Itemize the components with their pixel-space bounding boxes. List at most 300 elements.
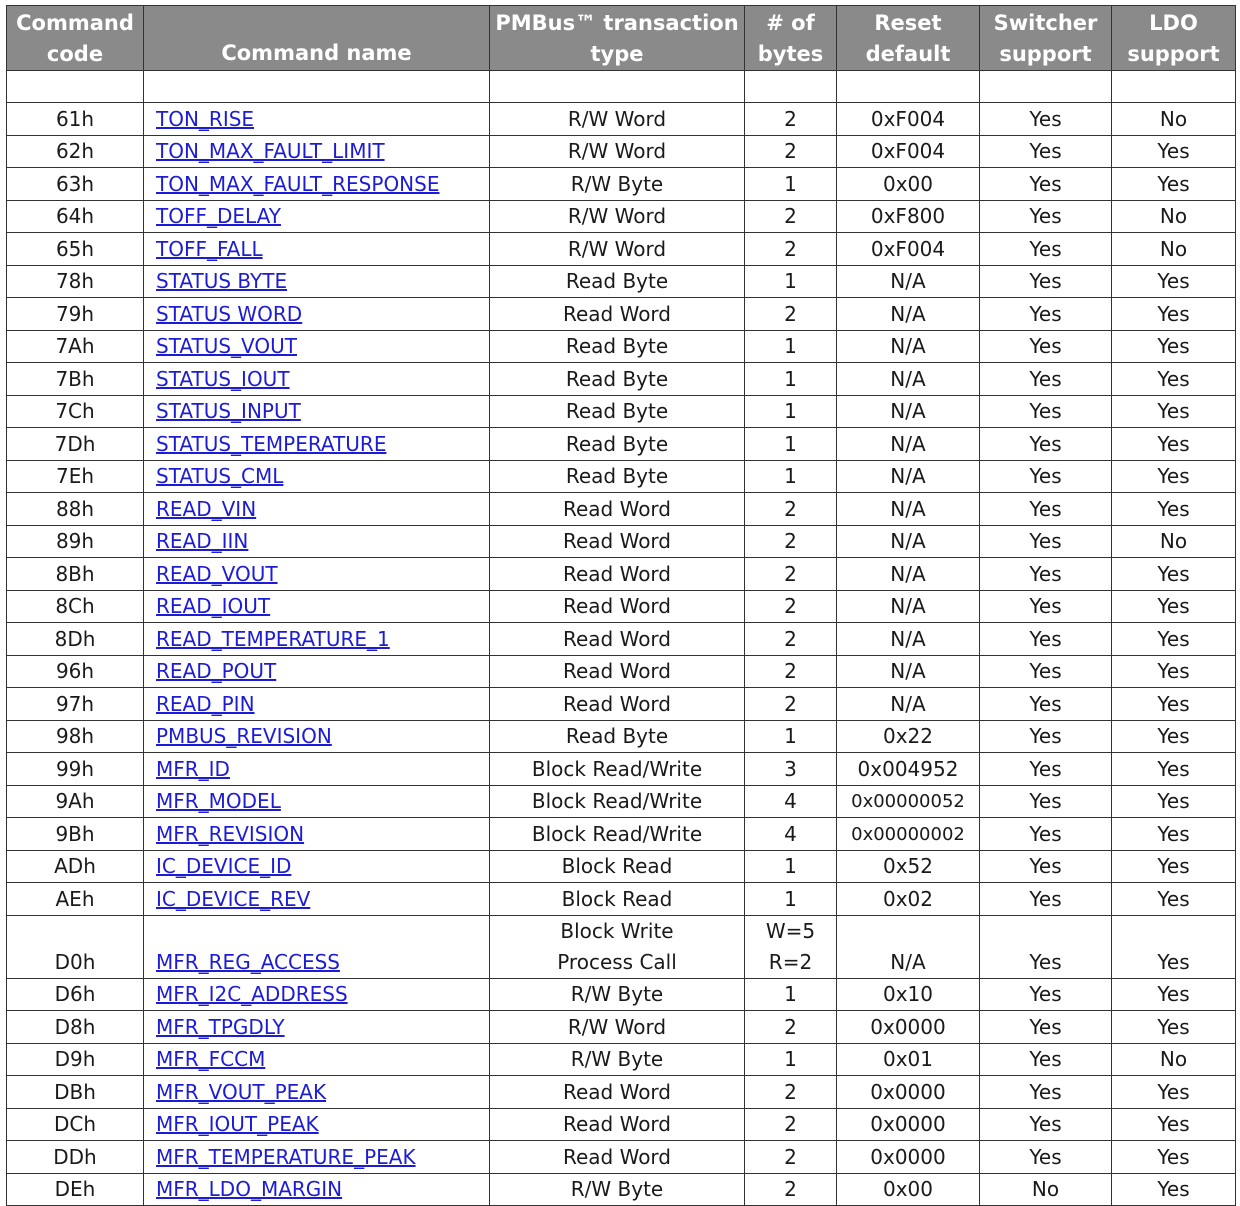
- reset-default-cell: 0x00000002: [837, 818, 980, 851]
- switcher-support-cell: Yes: [980, 915, 1112, 978]
- ldo-support-cell: No: [1112, 1043, 1236, 1076]
- blank-cell: [490, 71, 745, 103]
- command-code-cell: 8Dh: [7, 623, 144, 656]
- command-name-cell: [144, 753, 490, 786]
- transaction-type-cell: R/W Word: [490, 135, 745, 168]
- table-row: [7, 558, 1236, 591]
- command-name-cell: [144, 330, 490, 363]
- transaction-type-cell: Block Read: [490, 883, 745, 916]
- num-bytes-cell: 2: [745, 558, 837, 591]
- table-row: [7, 200, 1236, 233]
- num-bytes-cell: [745, 915, 837, 978]
- ldo-support-cell: Yes: [1112, 720, 1236, 753]
- command-name-cell: [144, 590, 490, 623]
- num-bytes-cell: 2: [745, 298, 837, 331]
- table-row: [7, 363, 1236, 396]
- header-transaction-type: PMBus™ transaction type: [490, 6, 745, 71]
- switcher-support-cell: Yes: [980, 493, 1112, 526]
- table-row: [7, 298, 1236, 331]
- reset-default-cell: N/A: [837, 493, 980, 526]
- table-row: [7, 1108, 1236, 1141]
- transaction-type-cell: Read Byte: [490, 395, 745, 428]
- command-name-cell: [144, 883, 490, 916]
- command-name-link[interactable]: STATUS_CML: [156, 464, 284, 488]
- num-bytes-cell: 2: [745, 525, 837, 558]
- transaction-type-cell: Read Byte: [490, 265, 745, 298]
- command-code-cell: 8Ch: [7, 590, 144, 623]
- command-code-cell: 63h: [7, 168, 144, 201]
- ldo-support-cell: Yes: [1112, 330, 1236, 363]
- num-bytes-cell: 2: [745, 590, 837, 623]
- reset-default-cell: 0x00000052: [837, 785, 980, 818]
- num-bytes-cell: 1: [745, 1043, 837, 1076]
- num-bytes-cell: 2: [745, 1108, 837, 1141]
- switcher-support-cell: Yes: [980, 428, 1112, 461]
- blank-cell: [144, 71, 490, 103]
- num-bytes-cell: 1: [745, 428, 837, 461]
- command-code-cell: AEh: [7, 883, 144, 916]
- switcher-support-cell: Yes: [980, 590, 1112, 623]
- switcher-support-cell: Yes: [980, 1043, 1112, 1076]
- switcher-support-cell: Yes: [980, 720, 1112, 753]
- table-row: [7, 1141, 1236, 1174]
- command-name-link[interactable]: TON_RISE: [156, 106, 255, 131]
- num-bytes-cell: 1: [745, 363, 837, 396]
- table-row: [7, 135, 1236, 168]
- pmbus-command-table: [6, 5, 1236, 1206]
- command-name-cell: [144, 785, 490, 818]
- ldo-support-cell: Yes: [1112, 915, 1236, 978]
- transaction-type-cell: Read Byte: [490, 460, 745, 493]
- command-code-cell: 8Bh: [7, 558, 144, 591]
- command-code-cell: D9h: [7, 1043, 144, 1076]
- table-row: [7, 525, 1236, 558]
- ldo-support-cell: Yes: [1112, 135, 1236, 168]
- command-name-link[interactable]: READ_VIN: [156, 496, 257, 521]
- reset-default-cell: N/A: [837, 330, 980, 363]
- reset-default-cell: N/A: [837, 915, 980, 978]
- transaction-type-cell: [490, 915, 745, 978]
- reset-default-cell: N/A: [837, 623, 980, 656]
- transaction-type-cell: R/W Byte: [490, 978, 745, 1011]
- ldo-support-cell: Yes: [1112, 623, 1236, 656]
- num-bytes-cell: 2: [745, 688, 837, 721]
- command-name-cell: [144, 1076, 490, 1109]
- command-name-cell: [144, 850, 490, 883]
- ldo-support-cell: Yes: [1112, 590, 1236, 623]
- switcher-support-cell: No: [980, 1173, 1112, 1206]
- transaction-type-cell: Read Word: [490, 623, 745, 656]
- reset-default-cell: 0x0000: [837, 1108, 980, 1141]
- blank-cell: [837, 71, 980, 103]
- command-name-cell: [144, 818, 490, 851]
- ldo-support-cell: Yes: [1112, 493, 1236, 526]
- command-code-cell: 78h: [7, 265, 144, 298]
- ldo-support-cell: Yes: [1112, 168, 1236, 201]
- transaction-type-cell: Read Byte: [490, 363, 745, 396]
- num-bytes-cell: 1: [745, 460, 837, 493]
- ldo-support-cell: No: [1112, 103, 1236, 136]
- reset-default-cell: N/A: [837, 655, 980, 688]
- reset-default-cell: N/A: [837, 558, 980, 591]
- header-row: [7, 6, 1236, 71]
- command-code-cell: 7Eh: [7, 460, 144, 493]
- num-bytes-cell: 2: [745, 135, 837, 168]
- command-name-link[interactable]: IC_DEVICE_REV: [156, 886, 311, 911]
- reset-default-cell: 0xF004: [837, 103, 980, 136]
- table-row: [7, 265, 1236, 298]
- reset-default-cell: 0x10: [837, 978, 980, 1011]
- command-code-cell: DBh: [7, 1076, 144, 1109]
- reset-default-cell: 0x52: [837, 850, 980, 883]
- num-bytes-cell: 1: [745, 883, 837, 916]
- table-row: [7, 168, 1236, 201]
- command-name-link[interactable]: READ_POUT: [156, 659, 277, 683]
- transaction-type-cell: Read Word: [490, 493, 745, 526]
- command-name-cell: [144, 428, 490, 461]
- ldo-support-cell: Yes: [1112, 1141, 1236, 1174]
- transaction-type-cell: Read Word: [490, 1076, 745, 1109]
- command-name-cell: [144, 395, 490, 428]
- command-name-link[interactable]: MFR_ID: [156, 756, 230, 781]
- table-row: [7, 753, 1236, 786]
- command-name-link[interactable]: MFR_I2C_ADDRESS: [156, 982, 348, 1006]
- table-row: [7, 623, 1236, 656]
- switcher-support-cell: Yes: [980, 525, 1112, 558]
- ldo-support-cell: Yes: [1112, 363, 1236, 396]
- header-reset-default: Reset default: [837, 6, 980, 71]
- command-name-link[interactable]: MFR_IOUT_PEAK: [156, 1112, 319, 1136]
- num-bytes-cell: 2: [745, 200, 837, 233]
- switcher-support-cell: Yes: [980, 1141, 1112, 1174]
- switcher-support-cell: Yes: [980, 688, 1112, 721]
- command-code-cell: 65h: [7, 233, 144, 266]
- command-code-cell: D0h: [7, 915, 144, 978]
- reset-default-cell: N/A: [837, 460, 980, 493]
- command-name-link[interactable]: TOFF_FALL: [156, 236, 263, 261]
- transaction-type-cell: Read Word: [490, 655, 745, 688]
- ldo-support-cell: Yes: [1112, 883, 1236, 916]
- reset-default-cell: 0x22: [837, 720, 980, 753]
- transaction-type-cell: Read Word: [490, 525, 745, 558]
- header-switcher-support: Switcher support: [980, 6, 1112, 71]
- command-name-cell: [144, 233, 490, 266]
- num-bytes-cell: 2: [745, 655, 837, 688]
- table-row: [7, 1076, 1236, 1109]
- command-name-link[interactable]: READ_PIN: [156, 691, 255, 716]
- command-name-link[interactable]: MFR_MODEL: [156, 789, 281, 813]
- command-name-link[interactable]: STATUS_VOUT: [156, 334, 297, 358]
- command-name-cell: [144, 1011, 490, 1044]
- ldo-support-cell: Yes: [1112, 655, 1236, 688]
- command-name-link[interactable]: MFR_TPGDLY: [156, 1014, 285, 1039]
- command-code-cell: 96h: [7, 655, 144, 688]
- reset-default-cell: N/A: [837, 363, 980, 396]
- command-name-cell: [144, 525, 490, 558]
- switcher-support-cell: Yes: [980, 623, 1112, 656]
- command-name-link[interactable]: MFR_FCCM: [156, 1047, 266, 1071]
- num-bytes-cell: 1: [745, 850, 837, 883]
- blank-row: [7, 71, 1236, 103]
- command-name-link[interactable]: STATUS BYTE: [156, 269, 288, 293]
- switcher-support-cell: Yes: [980, 753, 1112, 786]
- transaction-type-cell: R/W Byte: [490, 168, 745, 201]
- command-name-cell: [144, 1108, 490, 1141]
- command-name-link[interactable]: TOFF_DELAY: [156, 204, 281, 228]
- switcher-support-cell: Yes: [980, 655, 1112, 688]
- command-name-link[interactable]: STATUS_TEMPERATURE: [156, 431, 387, 456]
- reset-default-cell: 0xF004: [837, 233, 980, 266]
- num-bytes-line: W=5: [765, 918, 816, 943]
- num-bytes-cell: 4: [745, 785, 837, 818]
- command-code-cell: ADh: [7, 850, 144, 883]
- num-bytes-cell: 2: [745, 1011, 837, 1044]
- transaction-type-cell: R/W Word: [490, 103, 745, 136]
- command-name-cell: [144, 655, 490, 688]
- table-row: [7, 655, 1236, 688]
- transaction-type-cell: Read Word: [490, 558, 745, 591]
- ldo-support-cell: Yes: [1112, 785, 1236, 818]
- command-code-cell: 97h: [7, 688, 144, 721]
- command-code-cell: 88h: [7, 493, 144, 526]
- command-name-cell: [144, 1043, 490, 1076]
- table-row: [7, 915, 1236, 978]
- switcher-support-cell: Yes: [980, 330, 1112, 363]
- num-bytes-cell: 2: [745, 493, 837, 526]
- command-name-link[interactable]: MFR_TEMPERATURE_PEAK: [156, 1144, 416, 1169]
- switcher-support-cell: Yes: [980, 1076, 1112, 1109]
- command-code-cell: 7Bh: [7, 363, 144, 396]
- transaction-type-cell: Read Byte: [490, 428, 745, 461]
- table-row: [7, 590, 1236, 623]
- switcher-support-cell: Yes: [980, 395, 1112, 428]
- table-row: [7, 103, 1236, 136]
- command-code-cell: 98h: [7, 720, 144, 753]
- switcher-support-cell: Yes: [980, 168, 1112, 201]
- ldo-support-cell: Yes: [1112, 1173, 1236, 1206]
- switcher-support-cell: Yes: [980, 103, 1112, 136]
- switcher-support-cell: Yes: [980, 850, 1112, 883]
- num-bytes-cell: 2: [745, 1173, 837, 1206]
- ldo-support-cell: Yes: [1112, 818, 1236, 851]
- command-code-cell: 99h: [7, 753, 144, 786]
- transaction-type-cell: Block Read/Write: [490, 785, 745, 818]
- transaction-type-cell: Read Word: [490, 298, 745, 331]
- ldo-support-cell: Yes: [1112, 558, 1236, 591]
- ldo-support-cell: Yes: [1112, 298, 1236, 331]
- ldo-support-cell: Yes: [1112, 1011, 1236, 1044]
- header-num-bytes: # of bytes: [745, 6, 837, 71]
- num-bytes-cell: 4: [745, 818, 837, 851]
- reset-default-cell: N/A: [837, 265, 980, 298]
- reset-default-cell: 0xF800: [837, 200, 980, 233]
- blank-cell: [980, 71, 1112, 103]
- num-bytes-cell: 3: [745, 753, 837, 786]
- switcher-support-cell: Yes: [980, 298, 1112, 331]
- switcher-support-cell: Yes: [980, 558, 1112, 591]
- switcher-support-cell: Yes: [980, 1108, 1112, 1141]
- command-name-link[interactable]: PMBUS_REVISION: [156, 724, 332, 748]
- command-name-link[interactable]: MFR_LDO_MARGIN: [156, 1177, 343, 1201]
- table-row: [7, 395, 1236, 428]
- command-code-cell: DDh: [7, 1141, 144, 1174]
- command-name-cell: [144, 978, 490, 1011]
- blank-cell: [745, 71, 837, 103]
- table-row: [7, 1043, 1236, 1076]
- reset-default-cell: N/A: [837, 590, 980, 623]
- reset-default-cell: N/A: [837, 395, 980, 428]
- ldo-support-cell: Yes: [1112, 395, 1236, 428]
- header-command-name: Command name: [144, 6, 490, 71]
- table-row: [7, 688, 1236, 721]
- command-code-cell: DCh: [7, 1108, 144, 1141]
- command-name-link[interactable]: TON_MAX_FAULT_RESPONSE: [156, 171, 440, 196]
- blank-cell: [7, 71, 144, 103]
- transaction-type-cell: Read Word: [490, 590, 745, 623]
- num-bytes-cell: 1: [745, 395, 837, 428]
- num-bytes-cell: 1: [745, 168, 837, 201]
- reset-default-cell: 0x0000: [837, 1076, 980, 1109]
- reset-default-cell: 0x004952: [837, 753, 980, 786]
- transaction-type-cell: R/W Byte: [490, 1173, 745, 1206]
- table-row: [7, 818, 1236, 851]
- ldo-support-cell: Yes: [1112, 688, 1236, 721]
- transaction-type-line: Process Call: [557, 949, 677, 974]
- ldo-support-cell: Yes: [1112, 460, 1236, 493]
- reset-default-cell: 0x00: [837, 1173, 980, 1206]
- num-bytes-cell: 2: [745, 1141, 837, 1174]
- command-name-link[interactable]: READ_IOUT: [156, 594, 271, 618]
- command-code-cell: 9Ah: [7, 785, 144, 818]
- num-bytes-cell: 2: [745, 623, 837, 656]
- ldo-support-cell: Yes: [1112, 1108, 1236, 1141]
- command-name-link[interactable]: MFR_VOUT_PEAK: [156, 1079, 327, 1104]
- command-code-cell: 7Ch: [7, 395, 144, 428]
- reset-default-cell: 0x01: [837, 1043, 980, 1076]
- command-name-cell: [144, 200, 490, 233]
- reset-default-cell: 0x02: [837, 883, 980, 916]
- num-bytes-line: R=2: [768, 949, 813, 974]
- transaction-type-cell: R/W Word: [490, 233, 745, 266]
- table-row: [7, 493, 1236, 526]
- table-row: [7, 1011, 1236, 1044]
- command-code-cell: 89h: [7, 525, 144, 558]
- command-name-cell: [144, 623, 490, 656]
- table-row: [7, 850, 1236, 883]
- command-name-cell: [144, 265, 490, 298]
- command-name-link[interactable]: READ_VOUT: [156, 561, 278, 586]
- switcher-support-cell: Yes: [980, 1011, 1112, 1044]
- command-name-link[interactable]: STATUS_INPUT: [156, 399, 301, 423]
- reset-default-cell: 0x0000: [837, 1011, 980, 1044]
- command-code-cell: 79h: [7, 298, 144, 331]
- switcher-support-cell: Yes: [980, 785, 1112, 818]
- switcher-support-cell: Yes: [980, 978, 1112, 1011]
- command-name-link[interactable]: MFR_REG_ACCESS: [156, 949, 340, 974]
- transaction-type-cell: R/W Byte: [490, 1043, 745, 1076]
- table-row: [7, 720, 1236, 753]
- transaction-type-cell: Read Word: [490, 1141, 745, 1174]
- command-code-cell: D6h: [7, 978, 144, 1011]
- command-name-link[interactable]: STATUS_IOUT: [156, 366, 290, 391]
- command-name-cell: [144, 915, 490, 978]
- transaction-type-cell: R/W Word: [490, 200, 745, 233]
- command-name-link[interactable]: READ_TEMPERATURE_1: [156, 626, 390, 651]
- command-name-link[interactable]: STATUS WORD: [156, 301, 303, 326]
- ldo-support-cell: Yes: [1112, 978, 1236, 1011]
- command-name-link[interactable]: MFR_REVISION: [156, 821, 305, 846]
- num-bytes-cell: 1: [745, 720, 837, 753]
- transaction-type-line: Block Write: [560, 918, 674, 943]
- command-name-link[interactable]: READ_IIN: [156, 529, 249, 553]
- table-row: [7, 460, 1236, 493]
- command-name-cell: [144, 558, 490, 591]
- blank-cell: [1112, 71, 1236, 103]
- command-code-cell: 7Dh: [7, 428, 144, 461]
- command-code-cell: D8h: [7, 1011, 144, 1044]
- transaction-type-cell: Block Read/Write: [490, 818, 745, 851]
- table-row: [7, 330, 1236, 363]
- command-code-cell: DEh: [7, 1173, 144, 1206]
- command-name-cell: [144, 493, 490, 526]
- reset-default-cell: N/A: [837, 298, 980, 331]
- table-row: [7, 785, 1236, 818]
- table-body: [7, 71, 1236, 1206]
- reset-default-cell: 0x00: [837, 168, 980, 201]
- command-name-link[interactable]: TON_MAX_FAULT_LIMIT: [156, 139, 385, 163]
- switcher-support-cell: Yes: [980, 200, 1112, 233]
- command-name-cell: [144, 688, 490, 721]
- reset-default-cell: 0xF004: [837, 135, 980, 168]
- switcher-support-cell: Yes: [980, 883, 1112, 916]
- ldo-support-cell: Yes: [1112, 1076, 1236, 1109]
- num-bytes-cell: 2: [745, 103, 837, 136]
- command-name-cell: [144, 1173, 490, 1206]
- transaction-type-cell: Read Byte: [490, 720, 745, 753]
- command-code-cell: 7Ah: [7, 330, 144, 363]
- command-name-cell: [144, 363, 490, 396]
- transaction-type-cell: Block Read/Write: [490, 753, 745, 786]
- table-row: [7, 978, 1236, 1011]
- num-bytes-cell: 1: [745, 330, 837, 363]
- table-row: [7, 1173, 1236, 1206]
- command-name-cell: [144, 103, 490, 136]
- command-name-cell: [144, 720, 490, 753]
- reset-default-cell: N/A: [837, 688, 980, 721]
- reset-default-cell: N/A: [837, 525, 980, 558]
- ldo-support-cell: No: [1112, 525, 1236, 558]
- command-name-link[interactable]: IC_DEVICE_ID: [156, 854, 292, 878]
- command-name-cell: [144, 1141, 490, 1174]
- switcher-support-cell: Yes: [980, 233, 1112, 266]
- ldo-support-cell: No: [1112, 233, 1236, 266]
- table-header: [7, 6, 1236, 71]
- num-bytes-cell: 2: [745, 1076, 837, 1109]
- transaction-type-cell: Read Byte: [490, 330, 745, 363]
- switcher-support-cell: Yes: [980, 265, 1112, 298]
- transaction-type-cell: R/W Word: [490, 1011, 745, 1044]
- table-row: [7, 883, 1236, 916]
- table-row: [7, 428, 1236, 461]
- command-code-cell: 64h: [7, 200, 144, 233]
- command-name-cell: [144, 460, 490, 493]
- ldo-support-cell: Yes: [1112, 753, 1236, 786]
- table-row: [7, 233, 1236, 266]
- header-ldo-support: LDO support: [1112, 6, 1236, 71]
- num-bytes-cell: 2: [745, 233, 837, 266]
- command-name-cell: [144, 135, 490, 168]
- command-name-cell: [144, 298, 490, 331]
